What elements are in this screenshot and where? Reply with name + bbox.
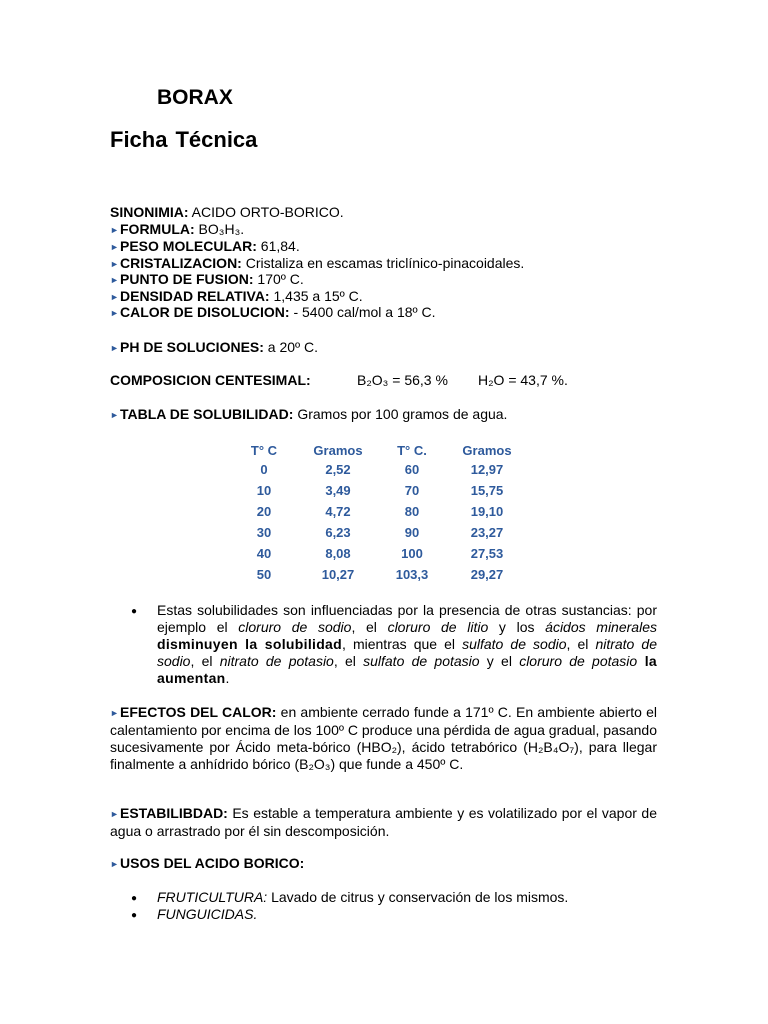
prop-formula: ►FORMULA: BO₃H₃. [110,221,245,237]
arrow-icon: ► [110,275,119,285]
solubility-table [235,441,533,585]
table-cell: 20 [256,504,272,519]
table-cell: 4,72 [325,504,351,519]
table-cell: 10 [256,483,272,498]
list-item: FRUTICULTURA: Lavado de citrus y conservación de los mismos. [157,889,569,905]
prop-peso-molecular: ►PESO MOLECULAR: 61,84. [110,238,300,254]
prop-densidad: ►DENSIDAD RELATIVA: 1,435 a 15º C. [110,288,363,304]
col-header: Gramos [313,442,363,458]
arrow-icon: ► [110,292,119,302]
table-cell: 15,75 [470,483,504,498]
table-cell: 50 [256,567,272,582]
table-cell: 27,53 [470,546,504,561]
prop-calor-disolucion: ►CALOR DE DISOLUCION: - 5400 cal/mol a 18º C. [110,304,436,320]
table-row [235,480,533,501]
table-cell: 40 [256,546,272,561]
table-cell: 10,27 [321,567,355,582]
doc-title: BORAX [157,86,233,109]
table-cell: 0 [260,462,268,477]
table-cell: 103,3 [395,567,429,582]
arrow-icon: ► [110,809,119,819]
bullet-icon: ● [131,893,138,904]
table-cell: 100 [401,546,423,561]
usos-heading: ►USOS DEL ACIDO BORICO: [110,855,305,871]
subtitle-word-2: Técnica [175,127,258,152]
composicion-h2o: H₂O = 43,7 %. [478,372,568,388]
table-cell: 6,23 [325,525,351,540]
arrow-icon: ► [110,225,119,235]
arrow-icon: ► [110,708,119,718]
composicion-b2o3: B₂O₃ = 56,3 % [357,372,448,388]
table-cell: 29,27 [470,567,504,582]
arrow-icon: ► [110,308,119,318]
table-row [235,564,533,585]
table-cell: 60 [404,462,420,477]
col-header: T° C. [397,442,427,458]
table-header-row [235,441,533,459]
subtitle-word-1: Ficha [110,127,168,152]
table-row [235,459,533,480]
table-cell: 23,27 [470,525,504,540]
arrow-icon: ► [110,859,119,869]
arrow-icon: ► [110,410,119,420]
arrow-icon: ► [110,259,119,269]
list-item: FUNGUICIDAS. [157,906,258,922]
arrow-icon: ► [110,242,119,252]
prop-punto-fusion: ►PUNTO DE FUSION: 170º C. [110,271,304,287]
table-row [235,543,533,564]
doc-subtitle [110,127,265,153]
table-row [235,501,533,522]
col-header: Gramos [462,442,512,458]
table-cell: 90 [404,525,420,540]
solubility-note: Estas solubilidades son influenciadas por la presencia de otras sustancias: por ejemplo el cloruro de sodio, el cloruro de litio y los ácidos minerales disminuyen la solubilidad, mientras que el sulfato de sodio, el nitrato de sodio, el nitrato de potasio, el sulfato de potasio y el cloruro de potasio la aumentan. [157,602,658,686]
col-header: T° C [250,442,278,458]
bullet-icon: ● [131,910,138,921]
table-cell: 30 [256,525,272,540]
table-cell: 8,08 [325,546,351,561]
tabla-solubilidad-heading: ►TABLA DE SOLUBILIDAD: Gramos por 100 gramos de agua. [110,406,508,422]
prop-sinonimia: SINONIMIA: ACIDO ORTO-BORICO. [110,204,344,220]
table-cell: 3,49 [325,483,351,498]
table-cell: 12,97 [470,462,504,477]
table-cell: 80 [404,504,420,519]
table-cell: 70 [404,483,420,498]
efectos-del-calor: ►EFECTOS DEL CALOR: en ambiente cerrado funde a 171º C. En ambiente abierto el calentamiento por encima de los 100º C produce una pérdida de agua gradual, pasando sucesivamente por Ácido meta-bórico (HBO₂), ácido tetrabórico (H₂B₄O₇), para llegar finalmente a anhídrido bórico (B₂O₃) que funde a 450º C. [110,704,657,772]
prop-cristalizacion: ►CRISTALIZACION: Cristaliza en escamas triclínico-pinacoidales. [110,255,525,271]
bullet-icon: ● [131,606,138,617]
ph-soluciones: ►PH DE SOLUCIONES: a 20º C. [110,339,319,355]
table-cell: 19,10 [470,504,504,519]
composicion-centesimal: COMPOSICION CENTESIMAL: [110,372,311,388]
arrow-icon: ► [110,343,119,353]
table-row [235,522,533,543]
table-cell: 2,52 [325,462,351,477]
estabilidad: ►ESTABILIBDAD: Es estable a temperatura ambiente y es volatilizado por el vapor de agua o arrastrado por él sin descomposición. [110,805,657,839]
